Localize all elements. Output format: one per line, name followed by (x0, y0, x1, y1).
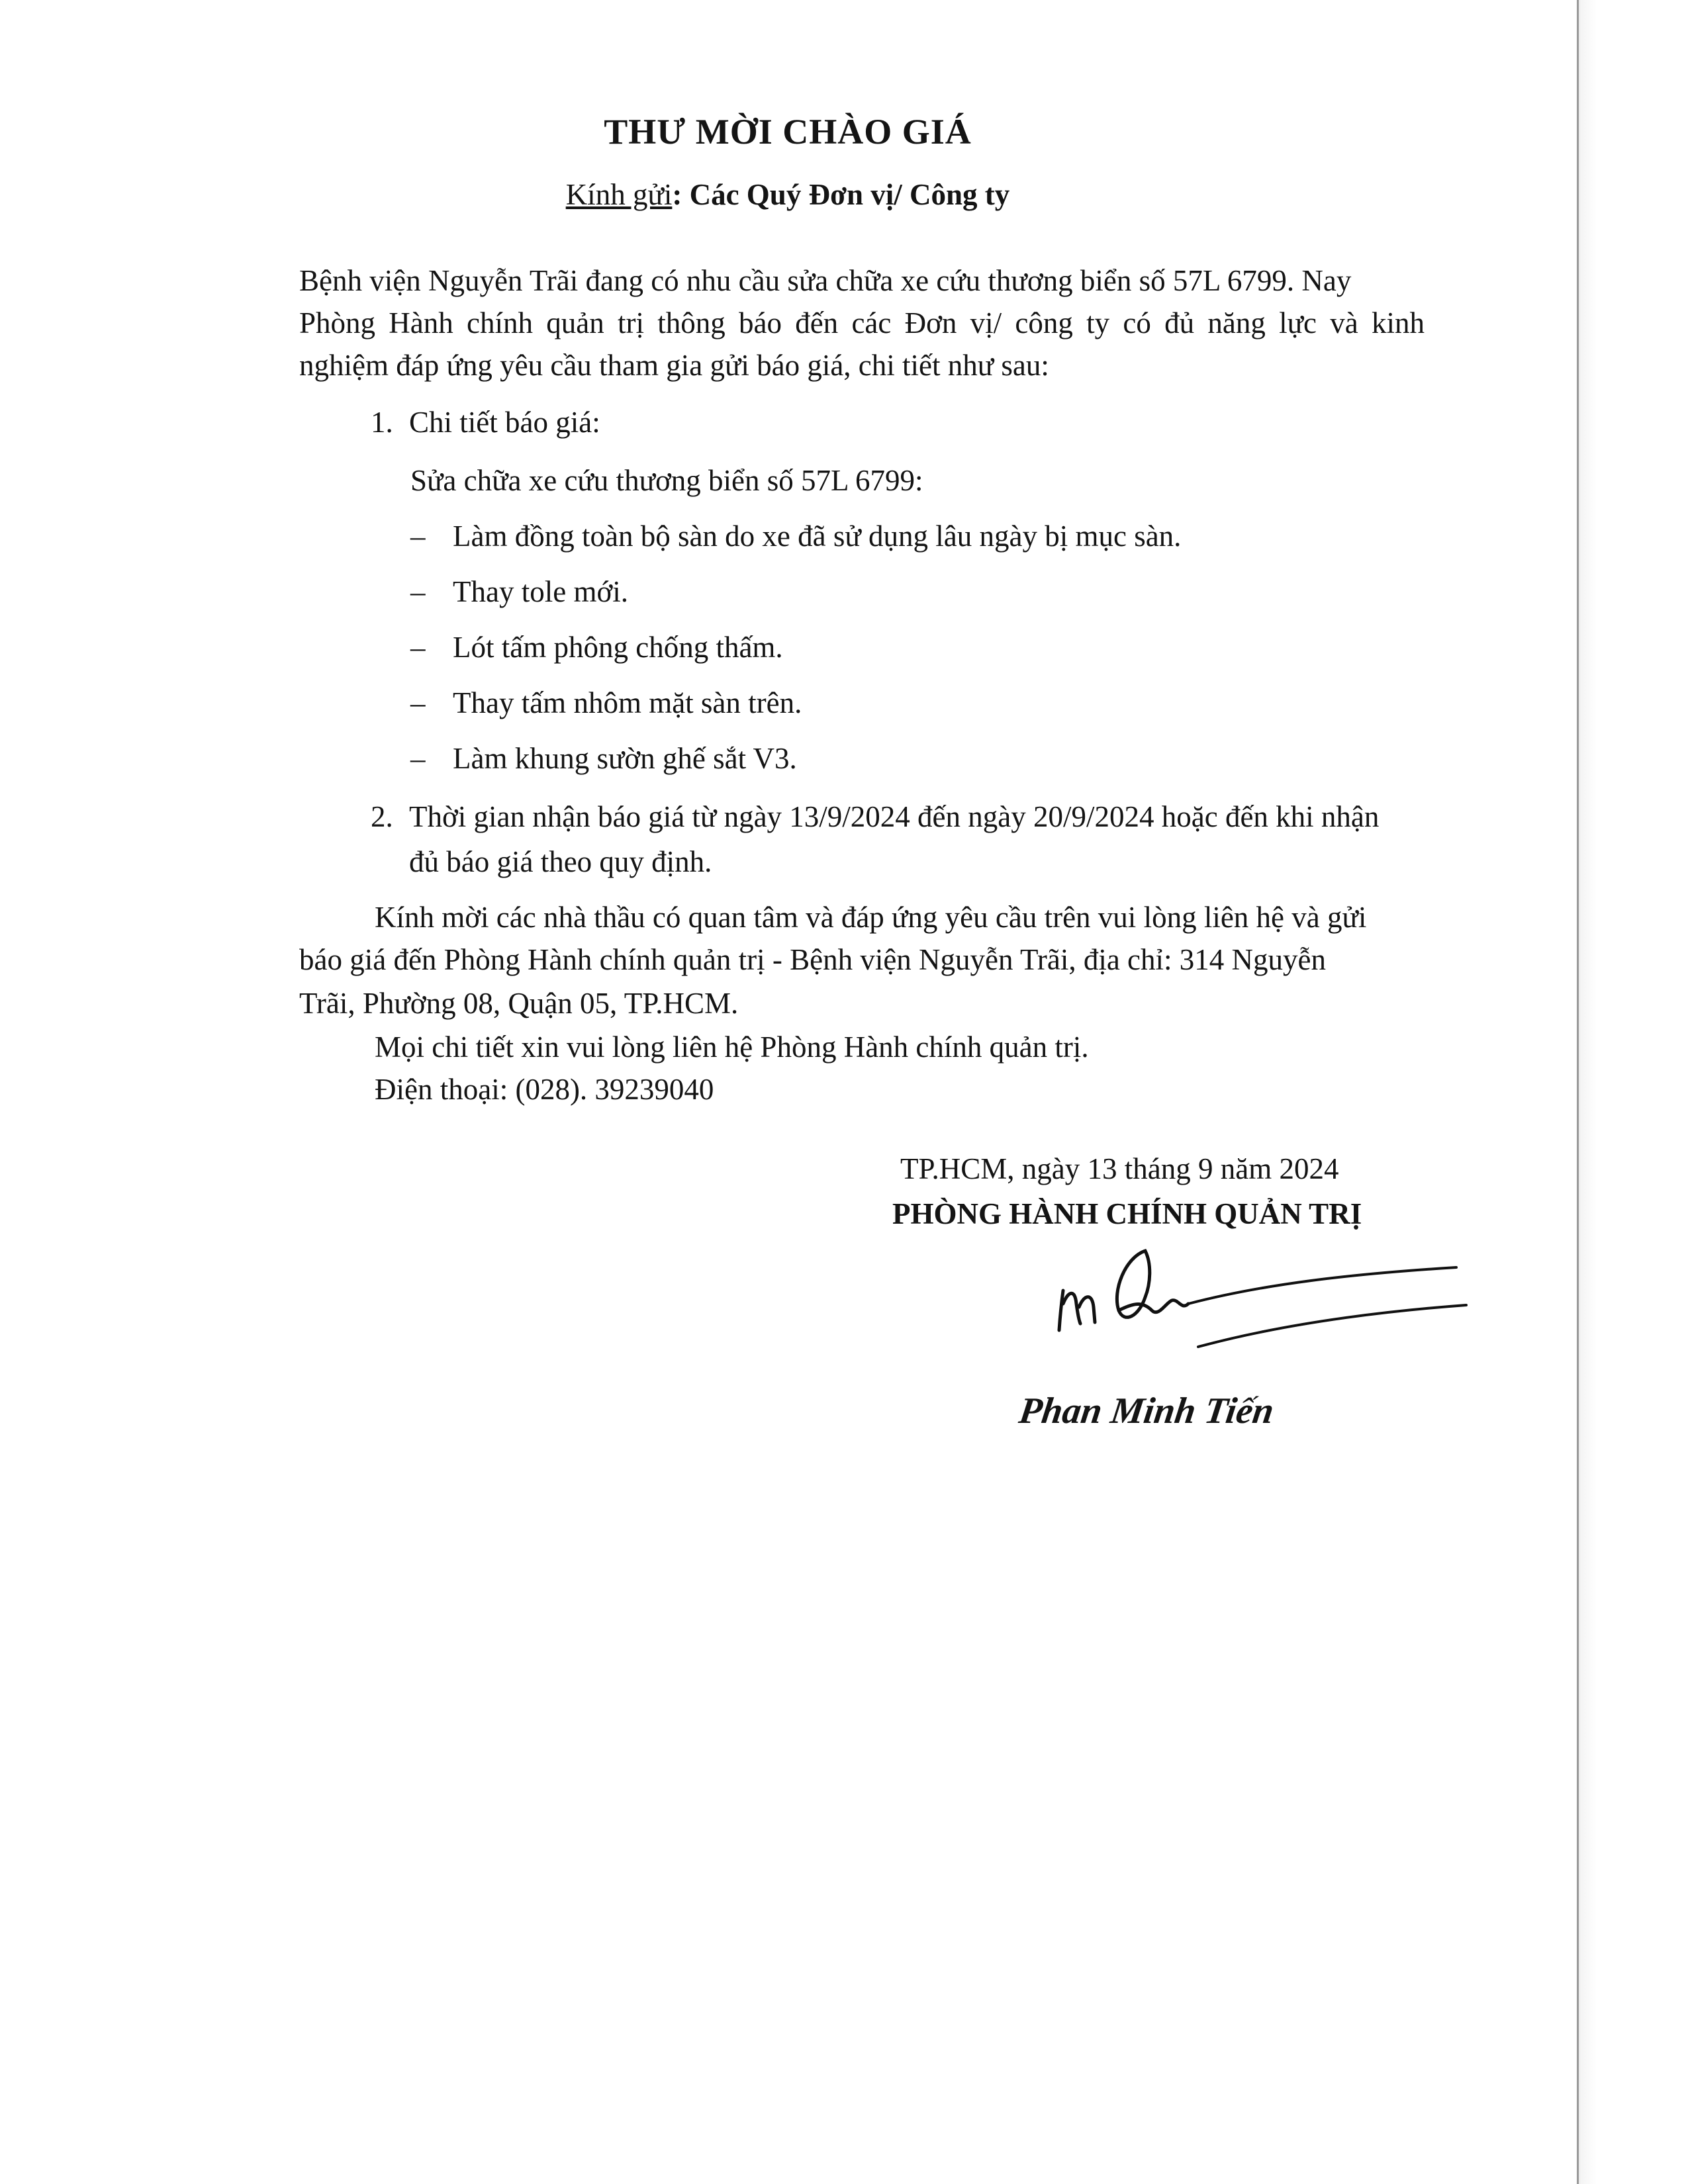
dash-bullet: – (410, 575, 426, 608)
invitation-line-2: báo giá đến Phòng Hành chính quản trị - Bệnh viện Nguyễn Trãi, địa chỉ: 314 Nguyễn (299, 943, 1327, 976)
section-2-line-1 (371, 799, 1379, 834)
scan-edge-line (1577, 0, 1579, 2184)
list-item-text: Làm đồng toàn bộ sàn do xe đã sử dụng lâu ngày bị mục sàn. (453, 520, 1182, 553)
signatory-name: Phan Minh Tiến (1016, 1390, 1277, 1432)
invitation-line-3: Trãi, Phường 08, Quận 05, TP.HCM. (299, 987, 739, 1020)
list-item-text: Thay tole mới. (453, 575, 628, 608)
list-item (410, 630, 783, 664)
dash-bullet: – (410, 686, 426, 719)
handwritten-signature (1046, 1238, 1470, 1350)
intro-line-2: Phòng Hành chính quản trị thông báo đến các Đơn vị/ công ty có đủ năng lực và kinh (299, 306, 1425, 340)
intro-line-1: Bệnh viện Nguyễn Trãi đang có nhu cầu sửa chữa xe cứu thương biển số 57L 6799. Nay (299, 264, 1352, 297)
list-item-text: Thay tấm nhôm mặt sàn trên. (453, 686, 802, 719)
dash-bullet: – (410, 520, 426, 553)
dash-bullet: – (410, 631, 426, 664)
scan-edge-shadow (1577, 0, 1688, 2184)
recipient-line (0, 177, 1575, 212)
invitation-line-1: Kính mời các nhà thầu có quan tâm và đáp ứng yêu cầu trên vui lòng liên hệ và gửi (375, 901, 1367, 934)
recipient-label: Kính gửi (565, 178, 673, 211)
list-item-text: Lót tấm phông chống thấm. (453, 631, 783, 664)
section-1-subheading: Sửa chữa xe cứu thương biển số 57L 6799: (410, 464, 923, 497)
signature-date: TP.HCM, ngày 13 tháng 9 năm 2024 (900, 1152, 1339, 1185)
section-1-heading (371, 405, 600, 439)
list-item (410, 741, 797, 776)
list-item (410, 519, 1181, 553)
contact-line: Mọi chi tiết xin vui lòng liên hệ Phòng Hành chính quản trị. (375, 1030, 1089, 1064)
recipient-value: : Các Quý Đơn vị/ Công ty (672, 178, 1010, 211)
section-2-line-2: đủ báo giá theo quy định. (409, 845, 712, 878)
list-item (410, 574, 628, 609)
dash-bullet: – (410, 742, 426, 775)
list-item (410, 686, 802, 720)
section-1-heading-text: Chi tiết báo giá: (409, 406, 600, 439)
list-item-text: Làm khung sườn ghế sắt V3. (453, 742, 797, 775)
signature-department: PHÒNG HÀNH CHÍNH QUẢN TRỊ (892, 1197, 1362, 1230)
document-title: THƯ MỜI CHÀO GIÁ (604, 112, 972, 152)
phone-line: Điện thoại: (028). 39239040 (375, 1073, 714, 1106)
section-1-number: 1. (371, 406, 393, 439)
intro-line-3: nghiệm đáp ứng yêu cầu tham gia gửi báo giá, chi tiết như sau: (299, 349, 1049, 382)
section-2-text: Thời gian nhận báo giá từ ngày 13/9/2024 đến ngày 20/9/2024 hoặc đến khi nhận (409, 800, 1380, 833)
section-2-number: 2. (371, 800, 393, 833)
